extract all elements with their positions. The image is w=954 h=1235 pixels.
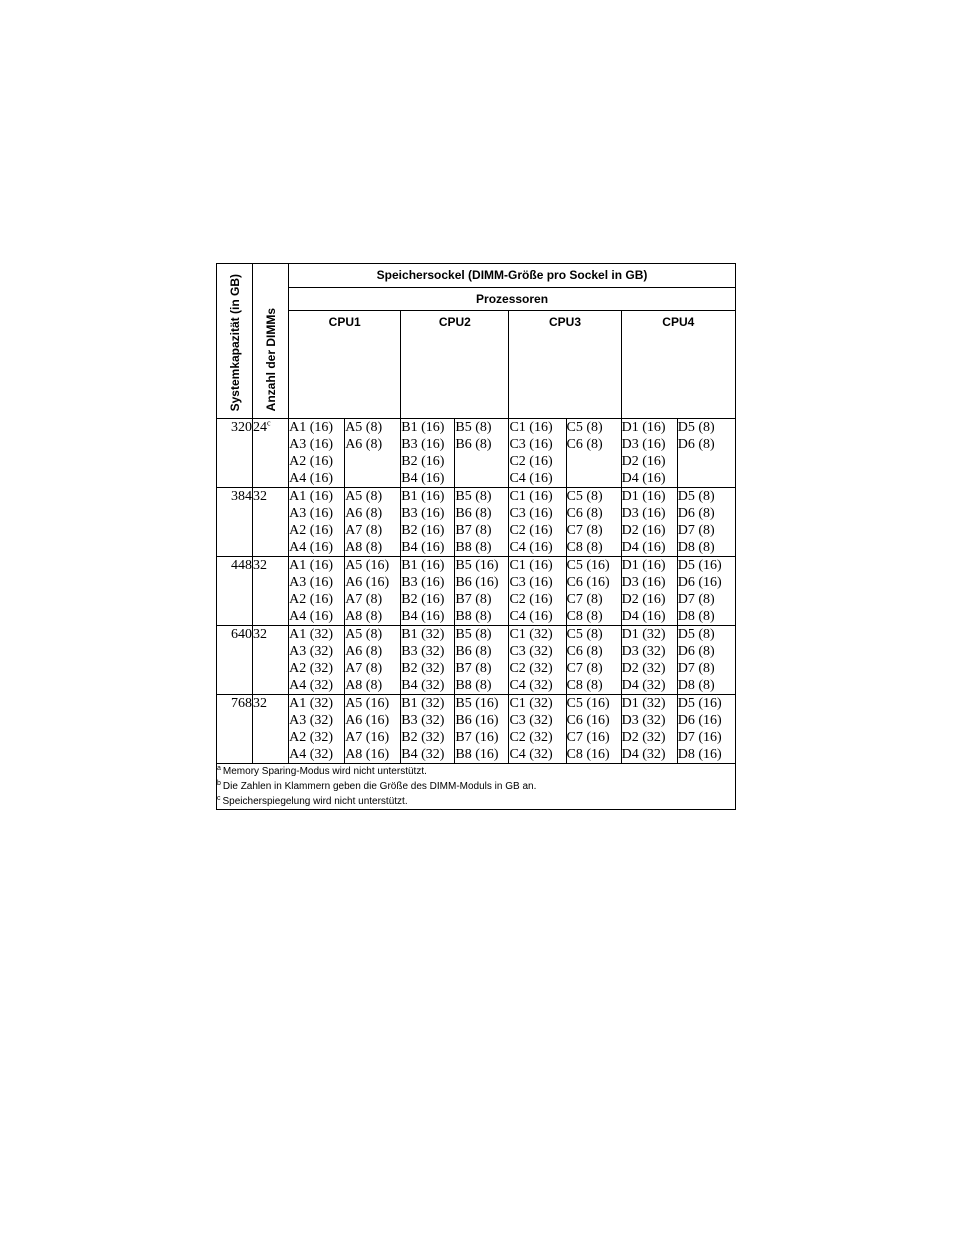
socket-entry: C6 (16) <box>566 713 610 729</box>
socket-group-cell <box>621 419 677 488</box>
socket-entry: B8 (16) <box>455 747 499 763</box>
socket-entry: A1 (32) <box>289 627 334 643</box>
socket-entry: C8 (8) <box>566 609 603 625</box>
socket-entry: A5 (8) <box>345 627 383 643</box>
socket-entry: B6 (8) <box>455 506 492 522</box>
socket-group-cell <box>677 695 735 764</box>
capacity-column-header <box>217 264 253 419</box>
socket-entry: D2 (16) <box>621 592 666 608</box>
socket-group-cell <box>621 695 677 764</box>
socket-entry: A6 (8) <box>345 437 383 453</box>
socket-group-cell <box>621 557 677 626</box>
socket-entry: A1 (16) <box>289 420 334 436</box>
socket-entry: A3 (32) <box>289 644 334 660</box>
socket-entry: A7 (8) <box>345 661 383 677</box>
socket-entry: D5 (8) <box>677 489 715 505</box>
dimm-count-cell <box>253 626 289 695</box>
footnote-text: Die Zahlen in Klammern geben die Größe des DIMM-Moduls in GB an. <box>222 781 537 793</box>
socket-entry: D6 (8) <box>677 644 715 660</box>
socket-group-cell <box>345 626 401 695</box>
socket-entry: A2 (32) <box>289 730 334 746</box>
socket-entry: A3 (16) <box>289 575 334 591</box>
socket-entry: D7 (16) <box>677 730 722 746</box>
socket-entry: D4 (32) <box>621 747 666 763</box>
dimm-count-column-header <box>253 264 289 419</box>
dimm-count-cell <box>253 695 289 764</box>
dimm-count-value: 32 <box>253 489 268 505</box>
socket-entry: A1 (16) <box>289 489 334 505</box>
socket-entry: B5 (8) <box>455 420 492 436</box>
table-row <box>217 419 736 488</box>
capacity-cell: 320 <box>217 419 253 488</box>
socket-entry: D3 (32) <box>621 713 666 729</box>
socket-entry: A5 (8) <box>345 489 383 505</box>
processors-header: Prozessoren <box>289 287 736 311</box>
socket-group-cell <box>677 488 735 557</box>
socket-entry: A7 (8) <box>345 523 383 539</box>
socket-entry: B6 (8) <box>455 644 492 660</box>
memory-configuration-table-wrapper <box>216 263 736 810</box>
socket-entry: A5 (16) <box>345 696 390 712</box>
socket-group-cell <box>289 488 345 557</box>
socket-group-cell <box>345 557 401 626</box>
socket-entry: C2 (16) <box>509 523 553 539</box>
socket-group-cell <box>509 419 566 488</box>
socket-entry: A6 (8) <box>345 644 383 660</box>
socket-entry: C5 (8) <box>566 489 603 505</box>
socket-entry: C1 (16) <box>509 489 553 505</box>
socket-entry: C8 (8) <box>566 678 603 694</box>
socket-group-cell <box>345 695 401 764</box>
socket-entry: B6 (16) <box>455 713 499 729</box>
socket-entry: D6 (8) <box>677 437 715 453</box>
socket-entry: C2 (32) <box>509 730 553 746</box>
socket-entry: D8 (8) <box>677 540 715 556</box>
socket-entry: D3 (32) <box>621 644 666 660</box>
socket-group-cell <box>455 695 509 764</box>
cpu2-header: CPU2 <box>401 311 509 419</box>
socket-entry: A4 (32) <box>289 747 334 763</box>
socket-entry: C7 (8) <box>566 661 603 677</box>
dimm-count-cell <box>253 419 289 488</box>
socket-entry: B1 (32) <box>401 696 445 712</box>
socket-entry: D7 (8) <box>677 523 715 539</box>
capacity-cell: 384 <box>217 488 253 557</box>
socket-entry: D4 (16) <box>621 609 666 625</box>
socket-group-cell <box>289 626 345 695</box>
socket-entry: B8 (8) <box>455 540 492 556</box>
socket-entry: A1 (16) <box>289 558 334 574</box>
table-body <box>217 419 736 764</box>
socket-entry: D2 (16) <box>621 454 666 470</box>
socket-entry: B2 (32) <box>401 730 445 746</box>
dimm-count-value: 32 <box>253 696 268 712</box>
socket-entry: B4 (16) <box>401 540 445 556</box>
socket-entry: D5 (8) <box>677 420 715 436</box>
sockets-header: Speichersockel (DIMM-Größe pro Sockel in GB) <box>289 264 736 288</box>
socket-group-cell <box>455 557 509 626</box>
capacity-cell: 448 <box>217 557 253 626</box>
socket-entry: D2 (32) <box>621 661 666 677</box>
socket-group-cell <box>401 695 455 764</box>
dimm-count-cell <box>253 488 289 557</box>
socket-entry: D1 (16) <box>621 420 666 436</box>
socket-entry: C7 (16) <box>566 730 610 746</box>
socket-group-cell <box>566 695 621 764</box>
socket-group-cell <box>455 488 509 557</box>
socket-entry: A6 (16) <box>345 713 390 729</box>
socket-entry: B1 (32) <box>401 627 445 643</box>
socket-group-cell <box>509 695 566 764</box>
socket-entry: B8 (8) <box>455 678 492 694</box>
capacity-header-label: Systemkapazität (in GB) <box>227 274 242 412</box>
socket-entry: A6 (8) <box>345 506 383 522</box>
socket-entry: D6 (8) <box>677 506 715 522</box>
socket-entry: A2 (16) <box>289 454 334 470</box>
socket-entry: C7 (8) <box>566 523 603 539</box>
table-row <box>217 626 736 695</box>
footnote-mark: b <box>217 780 221 788</box>
socket-group-cell <box>401 419 455 488</box>
socket-entry: A7 (16) <box>345 730 390 746</box>
table-row <box>217 488 736 557</box>
socket-entry: B1 (16) <box>401 489 445 505</box>
socket-entry: D3 (16) <box>621 437 666 453</box>
socket-entry: D8 (8) <box>677 678 715 694</box>
dimm-count-header-label: Anzahl der DIMMs <box>263 308 278 412</box>
socket-entry: B4 (32) <box>401 678 445 694</box>
socket-entry: D8 (16) <box>677 747 722 763</box>
socket-entry: B6 (16) <box>455 575 499 591</box>
socket-entry: A8 (8) <box>345 540 383 556</box>
socket-entry: B6 (8) <box>455 437 492 453</box>
socket-entry: D7 (8) <box>677 661 715 677</box>
dimm-count-value: 24 <box>253 420 268 436</box>
dimm-count-value: 32 <box>253 627 268 643</box>
socket-group-cell <box>509 557 566 626</box>
socket-group-cell <box>621 488 677 557</box>
socket-entry: B1 (16) <box>401 558 445 574</box>
socket-entry: B3 (32) <box>401 644 445 660</box>
cpu4-header: CPU4 <box>621 311 735 419</box>
socket-entry: C4 (32) <box>509 678 553 694</box>
socket-entry: C5 (16) <box>566 558 610 574</box>
socket-group-cell <box>345 488 401 557</box>
socket-entry: C5 (16) <box>566 696 610 712</box>
socket-group-cell <box>401 488 455 557</box>
socket-entry: A4 (16) <box>289 540 334 556</box>
socket-entry: D6 (16) <box>677 575 722 591</box>
socket-entry: B5 (8) <box>455 489 492 505</box>
socket-group-cell <box>677 626 735 695</box>
socket-group-cell <box>566 626 621 695</box>
socket-group-cell <box>455 419 509 488</box>
socket-entry: C4 (16) <box>509 540 553 556</box>
socket-entry: B7 (16) <box>455 730 499 746</box>
socket-entry: B5 (8) <box>455 627 492 643</box>
socket-entry: A3 (16) <box>289 437 334 453</box>
socket-entry: B2 (16) <box>401 592 445 608</box>
footnote-text: Speicherspiegelung wird nicht unterstützt. <box>222 796 408 808</box>
table-row <box>217 695 736 764</box>
socket-group-cell <box>566 419 621 488</box>
socket-entry: B4 (16) <box>401 609 445 625</box>
socket-entry: C1 (32) <box>509 627 553 643</box>
cpu1-header: CPU1 <box>289 311 401 419</box>
socket-entry: D4 (16) <box>621 471 666 487</box>
socket-entry: B3 (16) <box>401 437 445 453</box>
socket-entry: D1 (32) <box>621 627 666 643</box>
socket-entry: D3 (16) <box>621 575 666 591</box>
socket-entry: D1 (32) <box>621 696 666 712</box>
socket-group-cell <box>566 557 621 626</box>
socket-entry: C5 (8) <box>566 627 603 643</box>
socket-entry: B5 (16) <box>455 558 499 574</box>
footnote-a <box>217 764 735 779</box>
socket-entry: A7 (8) <box>345 592 383 608</box>
socket-entry: C1 (16) <box>509 558 553 574</box>
socket-entry: C8 (16) <box>566 747 610 763</box>
socket-entry: A3 (32) <box>289 713 334 729</box>
socket-entry: C4 (16) <box>509 609 553 625</box>
socket-entry: B3 (16) <box>401 506 445 522</box>
socket-entry: A8 (8) <box>345 609 383 625</box>
socket-entry: D5 (16) <box>677 696 722 712</box>
socket-entry: B3 (32) <box>401 713 445 729</box>
socket-entry: C1 (32) <box>509 696 553 712</box>
socket-entry: B2 (16) <box>401 454 445 470</box>
socket-group-cell <box>289 695 345 764</box>
socket-entry: A5 (8) <box>345 420 383 436</box>
socket-entry: D2 (32) <box>621 730 666 746</box>
socket-entry: B5 (16) <box>455 696 499 712</box>
socket-entry: A6 (16) <box>345 575 390 591</box>
socket-entry: B1 (16) <box>401 420 445 436</box>
socket-entry: D8 (8) <box>677 609 715 625</box>
socket-entry: B4 (32) <box>401 747 445 763</box>
footnote-reference: c <box>267 418 271 428</box>
socket-group-cell <box>677 557 735 626</box>
socket-entry: D5 (8) <box>677 627 715 643</box>
socket-group-cell <box>677 419 735 488</box>
footnote-text: Memory Sparing-Modus wird nicht unterstützt. <box>222 766 427 778</box>
socket-entry: B7 (8) <box>455 592 492 608</box>
socket-group-cell <box>509 488 566 557</box>
socket-entry: C3 (16) <box>509 437 553 453</box>
socket-entry: C7 (8) <box>566 592 603 608</box>
footnote-b <box>217 779 735 794</box>
socket-entry: A5 (16) <box>345 558 390 574</box>
socket-entry: D7 (8) <box>677 592 715 608</box>
socket-entry: D3 (16) <box>621 506 666 522</box>
socket-group-cell <box>289 419 345 488</box>
socket-entry: B2 (32) <box>401 661 445 677</box>
socket-entry: C3 (16) <box>509 506 553 522</box>
socket-entry: D2 (16) <box>621 523 666 539</box>
socket-group-cell <box>509 626 566 695</box>
socket-entry: C2 (16) <box>509 592 553 608</box>
socket-entry: C5 (8) <box>566 420 603 436</box>
capacity-cell: 768 <box>217 695 253 764</box>
socket-group-cell <box>345 419 401 488</box>
footnote-mark: c <box>217 795 221 803</box>
socket-entry: D1 (16) <box>621 558 666 574</box>
socket-entry: C6 (8) <box>566 506 603 522</box>
socket-entry: C2 (32) <box>509 661 553 677</box>
socket-entry: D5 (16) <box>677 558 722 574</box>
socket-entry: C8 (8) <box>566 540 603 556</box>
footnote-mark: a <box>217 765 221 773</box>
socket-entry: C1 (16) <box>509 420 553 436</box>
socket-entry: A2 (16) <box>289 592 334 608</box>
socket-entry: B3 (16) <box>401 575 445 591</box>
socket-entry: A4 (32) <box>289 678 334 694</box>
dimm-count-value: 32 <box>253 558 268 574</box>
socket-group-cell <box>289 557 345 626</box>
dimm-count-cell <box>253 557 289 626</box>
socket-group-cell <box>455 626 509 695</box>
socket-entry: C6 (8) <box>566 437 603 453</box>
socket-entry: D1 (16) <box>621 489 666 505</box>
socket-entry: B4 (16) <box>401 471 445 487</box>
socket-entry: D4 (16) <box>621 540 666 556</box>
socket-entry: A2 (32) <box>289 661 334 677</box>
socket-entry: B2 (16) <box>401 523 445 539</box>
socket-entry: B7 (8) <box>455 661 492 677</box>
table-row <box>217 557 736 626</box>
socket-group-cell <box>401 626 455 695</box>
socket-entry: C4 (16) <box>509 471 553 487</box>
socket-group-cell <box>566 488 621 557</box>
memory-configuration-table <box>216 263 736 810</box>
socket-group-cell <box>401 557 455 626</box>
socket-entry: A4 (16) <box>289 609 334 625</box>
socket-entry: C3 (32) <box>509 713 553 729</box>
socket-entry: C3 (32) <box>509 644 553 660</box>
socket-entry: C6 (16) <box>566 575 610 591</box>
footnote-c <box>217 794 735 809</box>
socket-entry: A8 (16) <box>345 747 390 763</box>
socket-entry: B7 (8) <box>455 523 492 539</box>
socket-entry: D6 (16) <box>677 713 722 729</box>
cpu3-header: CPU3 <box>509 311 621 419</box>
socket-entry: A3 (16) <box>289 506 334 522</box>
socket-entry: C3 (16) <box>509 575 553 591</box>
socket-entry: A4 (16) <box>289 471 334 487</box>
socket-entry: D4 (32) <box>621 678 666 694</box>
socket-entry: A2 (16) <box>289 523 334 539</box>
socket-group-cell <box>621 626 677 695</box>
capacity-cell: 640 <box>217 626 253 695</box>
socket-entry: B8 (8) <box>455 609 492 625</box>
socket-entry: C6 (8) <box>566 644 603 660</box>
socket-entry: C2 (16) <box>509 454 553 470</box>
socket-entry: C4 (32) <box>509 747 553 763</box>
footnotes <box>217 764 736 810</box>
socket-entry: A1 (32) <box>289 696 334 712</box>
socket-entry: A8 (8) <box>345 678 383 694</box>
